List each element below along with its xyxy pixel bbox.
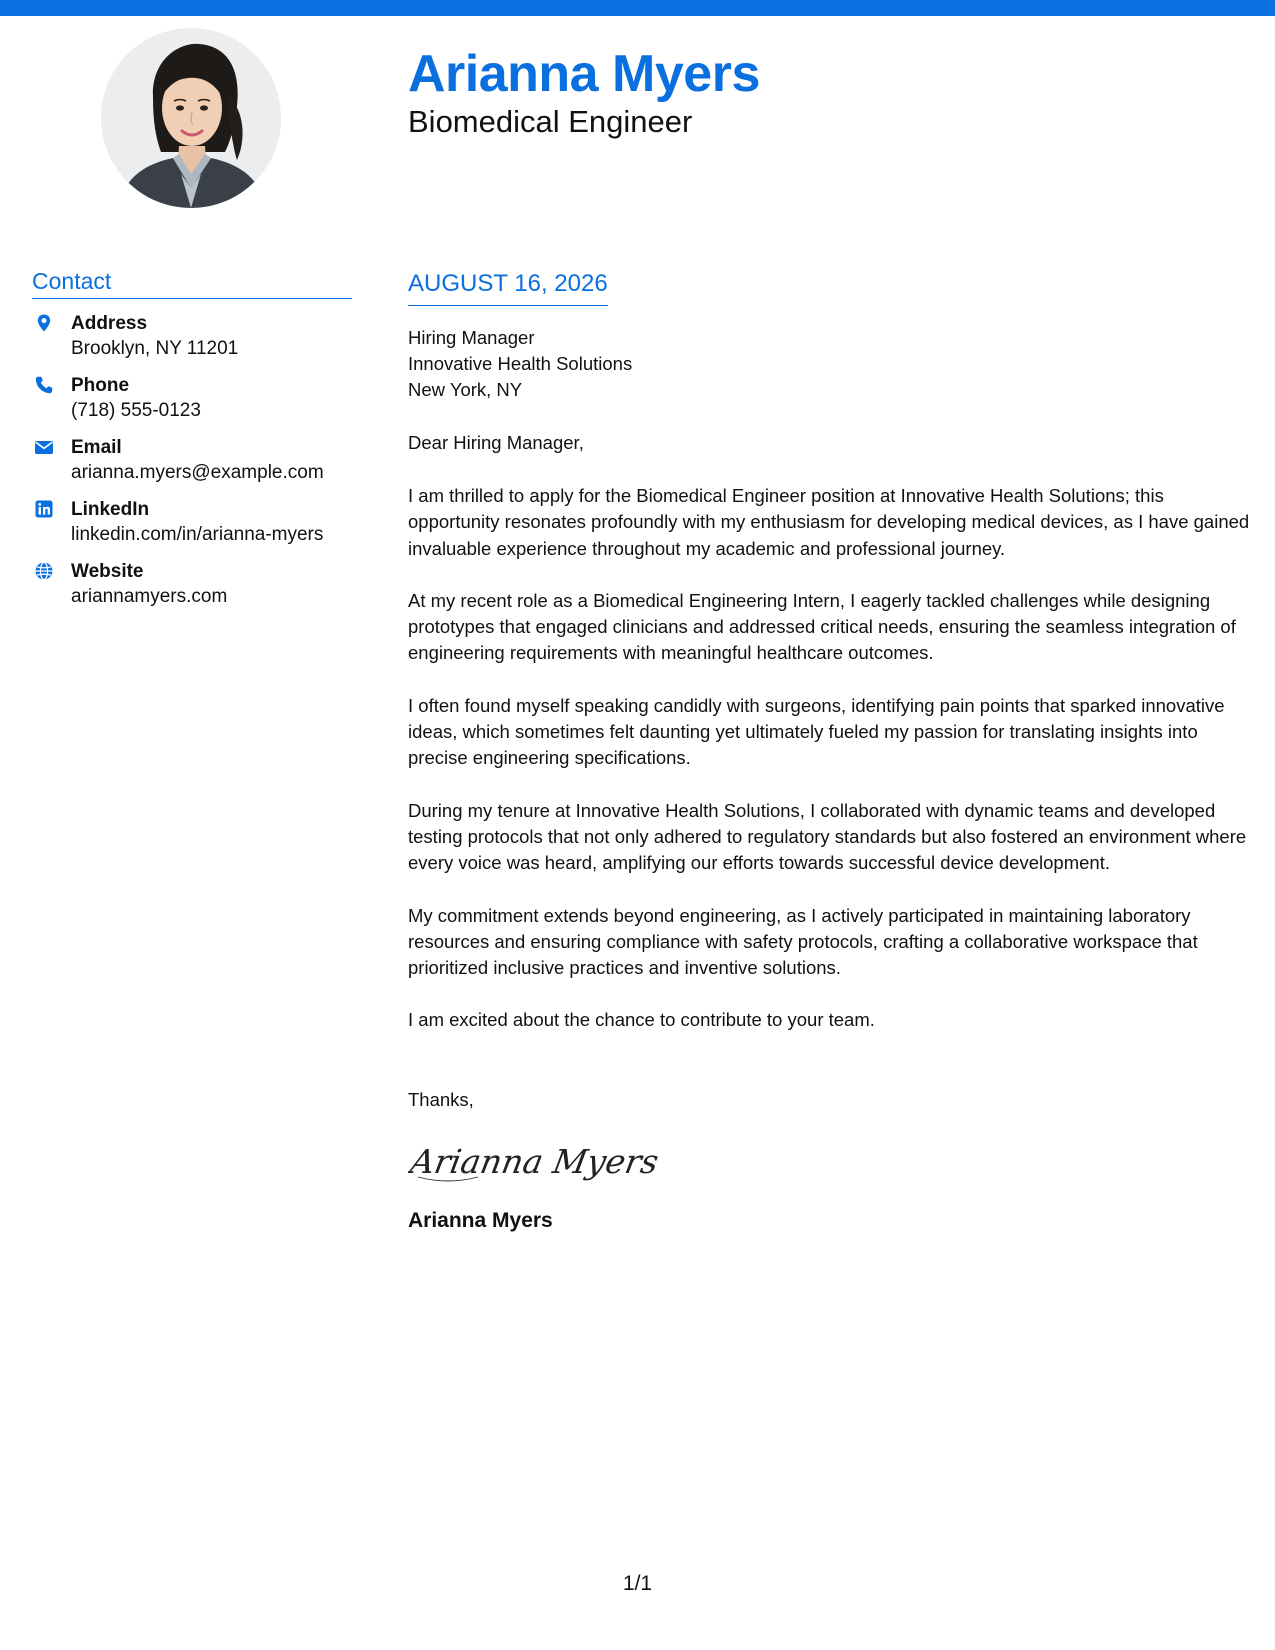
page-number: 1/1: [622, 1572, 653, 1595]
contact-label-website: Website: [71, 561, 144, 582]
contact-label-linkedin: LinkedIn: [71, 499, 150, 520]
recipient-block: [408, 325, 1254, 403]
letter-paragraph: During my tenure at Innovative Health Solutions, I collaborated with dynamic teams and developed testing protocols that not only adhered to regulatory standards but also fostered an environment where every voice was heard, amplifying our efforts towards successful device development.: [408, 799, 1247, 874]
candidate-job-title: Biomedical Engineer: [408, 104, 693, 139]
letter-paragraph: I am thrilled to apply for the Biomedical Engineer position at Innovative Health Solutions; this opportunity resonates profoundly with my enthusiasm for developing medical devices, as I have gained invaluable experience throughout my academic and professional journey.: [408, 485, 1250, 559]
top-accent-bar: [0, 0, 1275, 16]
contact-sidebar: [32, 266, 352, 621]
email-icon: [34, 437, 54, 457]
linkedin-icon: [34, 499, 54, 519]
contact-value-email[interactable]: arianna.myers@example.com: [71, 462, 324, 483]
contact-item-phone: [32, 373, 352, 423]
contact-item-email: [32, 435, 352, 485]
letter-paragraphs: [408, 483, 1254, 1034]
recipient-line: Hiring Manager: [408, 327, 535, 348]
profile-photo: [101, 28, 281, 208]
contact-value-address: Brooklyn, NY 11201: [71, 338, 239, 359]
signer-name: Arianna Myers: [408, 1208, 553, 1232]
letter-paragraph: At my recent role as a Biomedical Engineering Intern, I eagerly tackled challenges while designing prototypes that engaged clinicians and addressed critical needs, ensuring the seamless integration of engineering requirements with meaningful healthcare outcomes.: [408, 589, 1236, 664]
location-pin-icon: [34, 313, 54, 333]
letter-paragraph: I often found myself speaking candidly with surgeons, identifying pain points that sparked innovative ideas, which sometimes felt daunting yet ultimately fueled my passion for translating insights into precise engineering specifications.: [408, 694, 1225, 769]
cover-letter-body: [408, 268, 1254, 1235]
contact-label-address: Address: [71, 313, 148, 334]
contact-value-linkedin[interactable]: linkedin.com/in/arianna-myers: [71, 524, 324, 545]
portrait-illustration: [101, 28, 281, 208]
contact-list: [32, 311, 352, 609]
letter-date: AUGUST 16, 2026: [408, 268, 608, 306]
phone-icon: [34, 375, 54, 395]
contact-item-linkedin: [32, 497, 352, 547]
globe-icon: [34, 561, 54, 581]
recipient-line: New York, NY: [408, 379, 523, 400]
contact-item-website: [32, 559, 352, 609]
recipient-line: Innovative Health Solutions: [408, 353, 633, 374]
contact-heading: Contact: [32, 266, 352, 299]
salutation: Dear Hiring Manager,: [408, 432, 584, 453]
candidate-name: Arianna Myers: [408, 45, 760, 103]
letter-paragraph: I am excited about the chance to contribute to your team.: [408, 1009, 875, 1031]
letter-paragraph: My commitment extends beyond engineering, as I actively participated in maintaining laboratory resources and ensuring compliance with safety protocols, crafting a collaborative workspace that prioritized inclusive practices and inventive solutions.: [408, 904, 1198, 979]
contact-value-phone: (718) 555-0123: [71, 400, 201, 421]
contact-value-website[interactable]: ariannamyers.com: [71, 586, 228, 607]
signature-text: Arianna Myers: [408, 1141, 662, 1181]
closing: Thanks,: [408, 1088, 474, 1110]
handwritten-signature: [408, 1133, 678, 1189]
contact-label-email: Email: [71, 437, 122, 458]
contact-item-address: [32, 311, 352, 361]
contact-label-phone: Phone: [71, 375, 130, 396]
